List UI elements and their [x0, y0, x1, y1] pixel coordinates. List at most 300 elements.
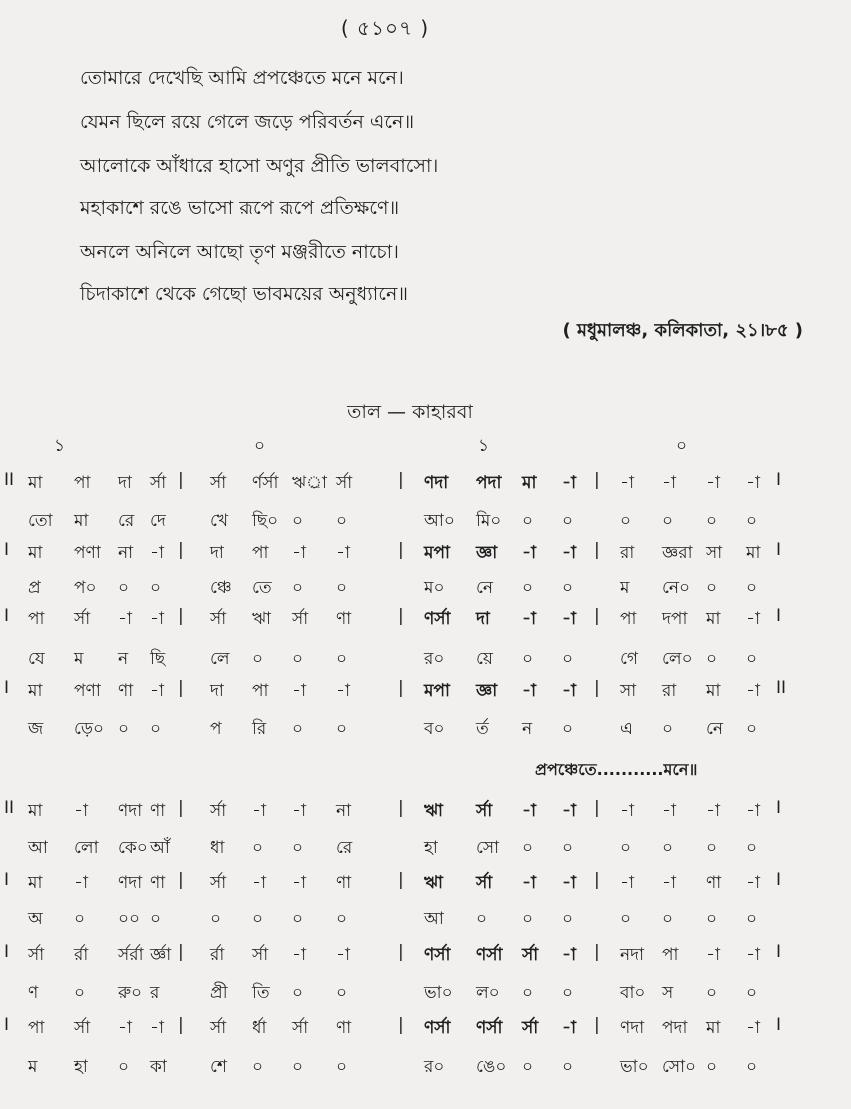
swar-cell: -া: [662, 473, 676, 493]
swar-cell: -া: [292, 945, 306, 965]
bar-line: |: [594, 678, 600, 698]
lyric-cell: মি০: [476, 511, 502, 531]
lyric-cell: ০: [150, 909, 162, 929]
lyric-cell: নে: [476, 578, 494, 598]
lyric-cell: র০: [424, 649, 445, 669]
swar-cell: -া: [746, 681, 760, 701]
swar-cell: -া: [522, 609, 536, 629]
swar-cell: র্সা: [336, 473, 353, 493]
bar-line: |: [594, 798, 600, 818]
lyric-cell: ০: [620, 511, 632, 531]
lyric-cell: ০: [522, 838, 534, 858]
lyric-cell: ০: [522, 1057, 534, 1077]
lyric-cell: ন: [522, 719, 533, 739]
swar-cell: মা: [28, 873, 43, 893]
lyric-cell: রু০: [118, 983, 143, 1003]
swar-cell: জ্ঞা: [476, 681, 498, 701]
swar-cell: রা: [662, 681, 677, 701]
swar-cell: -া: [746, 801, 760, 821]
lyric-row: [0, 575, 851, 605]
lyric-cell: তো: [28, 511, 53, 531]
beat-marker: ১: [54, 436, 66, 456]
swar-cell: পা: [620, 609, 637, 629]
swar-cell: ণা: [118, 681, 134, 701]
bar-line: II: [776, 678, 787, 698]
lyric-cell: ০: [746, 649, 758, 669]
swar-cell: -া: [150, 609, 164, 629]
swar-cell: জ্ঞা: [476, 543, 498, 563]
bar-line: I: [776, 540, 782, 560]
bar-line: |: [594, 1015, 600, 1035]
lyric-cell: ০: [252, 838, 264, 858]
lyric-cell: ণ: [28, 983, 39, 1003]
lyric-cell: সো: [476, 838, 500, 858]
swar-cell: না: [336, 801, 352, 821]
lyric-cell: হা: [74, 1057, 88, 1077]
lyric-cell: ড়ে০: [74, 719, 105, 739]
swar-cell: -া: [252, 873, 266, 893]
swar-cell: -া: [620, 473, 634, 493]
lyric-cell: ০: [252, 1057, 264, 1077]
swar-cell: পা: [252, 543, 269, 563]
lyric-cell: ০: [292, 983, 304, 1003]
swar-cell: র্সা: [292, 609, 309, 629]
lyric-cell: অ: [28, 909, 43, 929]
swar-cell: ণর্সা: [424, 609, 451, 629]
lyric-cell: ০: [706, 649, 718, 669]
swar-cell: -া: [336, 945, 350, 965]
swar-cell: দা: [210, 681, 224, 701]
swar-cell: র্রা: [74, 945, 89, 965]
lyric-cell: ০: [150, 719, 162, 739]
swar-cell: ণদা: [118, 801, 143, 821]
lyric-cell: ০: [706, 909, 718, 929]
lyric-cell: কা: [150, 1057, 167, 1077]
lyric-cell: যে: [28, 649, 45, 669]
verse-line: অনলে অনিলে আছো তৃণ মঞ্জরীতে নাচো।: [80, 241, 399, 263]
lyric-row: [0, 716, 851, 746]
beat-marker: ১: [478, 436, 490, 456]
lyric-cell: ছি০: [252, 511, 279, 531]
lyric-cell: ন: [118, 649, 129, 669]
swar-cell: দা: [476, 609, 490, 629]
lyric-cell: ০: [746, 838, 758, 858]
swar-cell: ঋর্া: [292, 473, 327, 493]
swar-cell: -া: [292, 681, 306, 701]
lyric-cell: রে: [118, 511, 135, 531]
swar-cell: র্সা: [522, 945, 539, 965]
lyric-cell: ০: [522, 649, 534, 669]
lyric-cell: ০: [476, 909, 488, 929]
lyric-cell: কে০: [118, 838, 148, 858]
swar-cell: র্সা: [74, 1018, 91, 1038]
bar-line: |: [398, 942, 404, 962]
lyric-cell: ০: [562, 511, 574, 531]
swar-cell: জ্ঞরা: [662, 543, 693, 563]
lyric-cell: ০: [292, 511, 304, 531]
lyric-cell: ০: [292, 649, 304, 669]
swar-cell: ঋা: [424, 873, 443, 893]
lyric-cell: দে: [150, 511, 166, 531]
swar-cell: পা: [252, 681, 269, 701]
lyric-cell: লো: [74, 838, 99, 858]
lyric-cell: লে: [210, 649, 230, 669]
swar-cell: র্সা: [210, 609, 227, 629]
lyric-cell: তি: [252, 983, 270, 1003]
swar-cell: র্সা: [74, 609, 91, 629]
swar-row: [0, 470, 851, 500]
swar-cell: -া: [336, 681, 350, 701]
lyric-cell: ০: [292, 578, 304, 598]
swar-cell: পা: [662, 945, 679, 965]
lyric-cell: রে: [336, 838, 353, 858]
lyric-cell: ০: [522, 909, 534, 929]
bar-line: |: [178, 470, 184, 490]
lyric-row: [0, 980, 851, 1010]
beat-marker: ০: [254, 436, 266, 456]
lyric-cell: ধা: [210, 838, 225, 858]
swar-cell: পণা: [74, 543, 101, 563]
bar-line: |: [178, 540, 184, 560]
beat-marker: ০: [676, 436, 688, 456]
swar-cell: -া: [706, 473, 720, 493]
swar-cell: মা: [28, 473, 43, 493]
swar-cell: র্সা: [252, 945, 269, 965]
swar-cell: নদা: [620, 945, 645, 965]
swar-cell: দা: [210, 543, 224, 563]
swar-cell: পা: [28, 609, 45, 629]
lyric-cell: প্রী: [210, 983, 228, 1003]
verse-line: আলোকে আঁধারে হাসো অণুর প্রীতি ভালবাসো।: [80, 155, 439, 177]
bar-line: |: [398, 798, 404, 818]
bar-line: I: [4, 606, 10, 626]
swar-cell: -া: [706, 945, 720, 965]
lyric-cell: ০: [336, 983, 348, 1003]
lyric-cell: ০: [522, 511, 534, 531]
lyric-cell: ০: [746, 511, 758, 531]
lyric-row: [0, 835, 851, 865]
lyric-cell: হা: [424, 838, 438, 858]
lyric-cell: গে: [620, 649, 639, 669]
swar-cell: র্সা: [150, 473, 167, 493]
lyric-cell: ০: [118, 719, 130, 739]
swar-row: [0, 678, 851, 708]
swar-cell: র্সর্রা: [118, 945, 144, 965]
swar-cell: ণা: [336, 609, 352, 629]
swar-cell: ণা: [706, 873, 722, 893]
bar-line: I: [776, 798, 782, 818]
swar-cell: পদা: [476, 473, 502, 493]
lyric-cell: আ: [28, 838, 48, 858]
bar-line: I: [4, 540, 10, 560]
lyric-cell: ০: [662, 909, 674, 929]
lyric-cell: ০: [336, 578, 348, 598]
lyric-cell: ০: [336, 719, 348, 739]
lyric-cell: ০: [522, 578, 534, 598]
swar-row: [0, 942, 851, 972]
bar-line: I: [776, 470, 782, 490]
lyric-cell: য়ে: [476, 649, 493, 669]
swar-cell: ণদা: [424, 473, 449, 493]
lyric-cell: ভা০: [620, 1057, 649, 1077]
lyric-cell: ০: [74, 983, 86, 1003]
swar-row: [0, 540, 851, 570]
lyric-cell: ল০: [476, 983, 500, 1003]
lyric-cell: আঁ: [150, 838, 170, 858]
lyric-cell: ০: [336, 649, 348, 669]
swar-cell: ঋা: [252, 609, 271, 629]
swar-cell: -া: [746, 945, 760, 965]
lyric-cell: আ: [424, 909, 444, 929]
lyric-cell: ০: [292, 719, 304, 739]
swar-cell: -া: [150, 1018, 164, 1038]
bar-line: |: [594, 942, 600, 962]
swar-cell: দপা: [662, 609, 688, 629]
swar-cell: -া: [620, 873, 634, 893]
lyric-cell: ০: [118, 1057, 130, 1077]
swar-cell: -া: [118, 609, 132, 629]
swar-cell: -া: [522, 543, 536, 563]
bar-line: |: [178, 798, 184, 818]
lyric-cell: ০০: [118, 909, 141, 929]
swar-cell: -া: [562, 609, 576, 629]
swar-cell: -া: [746, 1018, 760, 1038]
swar-cell: -া: [150, 681, 164, 701]
bar-line: I: [776, 870, 782, 890]
lyric-cell: ০: [292, 1057, 304, 1077]
lyric-cell: ম: [74, 649, 84, 669]
lyric-cell: ছি: [150, 649, 166, 669]
lyric-cell: ম: [620, 578, 630, 598]
swar-cell: পণা: [74, 681, 101, 701]
lyric-cell: ০: [706, 578, 718, 598]
swar-cell: ণদা: [620, 1018, 645, 1038]
swar-cell: ণা: [150, 801, 166, 821]
swar-cell: র্ণর্সা: [252, 473, 279, 493]
swar-cell: -া: [74, 873, 88, 893]
lyric-cell: ০: [252, 649, 264, 669]
swar-cell: মা: [28, 681, 43, 701]
lyric-cell: ০: [292, 838, 304, 858]
lyric-cell: ০: [620, 909, 632, 929]
lyric-cell: নে: [706, 719, 724, 739]
bar-line: |: [398, 606, 404, 626]
swar-cell: রা: [620, 543, 635, 563]
swar-cell: -া: [252, 801, 266, 821]
swar-cell: ণা: [150, 873, 166, 893]
bar-line: I: [776, 942, 782, 962]
verse-line: মহাকাশে রঙে ভাসো রূপে রূপে প্রতিক্ষণে॥: [80, 197, 400, 219]
lyric-cell: ০: [562, 1057, 574, 1077]
lyric-cell: রি: [252, 719, 267, 739]
bar-line: |: [398, 470, 404, 490]
lyric-cell: ০: [706, 1057, 718, 1077]
lyric-cell: ০: [336, 1057, 348, 1077]
lyric-cell: তে: [252, 578, 272, 598]
bar-line: |: [178, 678, 184, 698]
bar-line: I: [4, 678, 10, 698]
swar-cell: -া: [662, 873, 676, 893]
swar-cell: ণর্সা: [476, 945, 503, 965]
lyric-cell: ০: [336, 511, 348, 531]
swar-cell: -া: [292, 801, 306, 821]
swar-cell: মপা: [424, 543, 450, 563]
swar-cell: -া: [522, 873, 536, 893]
lyric-cell: শে: [210, 1057, 227, 1077]
lyric-cell: ০: [562, 909, 574, 929]
lyric-cell: প০: [74, 578, 97, 598]
lyric-cell: ০: [706, 511, 718, 531]
swar-cell: মা: [706, 609, 721, 629]
lyric-cell: ০: [522, 983, 534, 1003]
lyric-cell: ভা০: [424, 983, 453, 1003]
lyric-cell: মা: [74, 511, 89, 531]
lyric-cell: ০: [210, 909, 222, 929]
swar-cell: -া: [562, 801, 576, 821]
bar-line: |: [178, 870, 184, 890]
swar-cell: -া: [336, 543, 350, 563]
swar-cell: -া: [562, 681, 576, 701]
bar-line: |: [398, 870, 404, 890]
lyric-cell: ০: [662, 719, 674, 739]
lyric-cell: এ: [620, 719, 633, 739]
lyric-cell: ০: [746, 1057, 758, 1077]
swar-cell: ণর্সা: [424, 945, 451, 965]
bar-line: |: [594, 606, 600, 626]
bar-line: II: [4, 798, 15, 818]
lyric-cell: ০: [562, 983, 574, 1003]
lyric-cell: ০: [150, 578, 162, 598]
lyric-cell: নে০: [662, 578, 691, 598]
swar-cell: -া: [662, 801, 676, 821]
lyric-cell: ০: [118, 578, 130, 598]
swar-cell: -া: [292, 873, 306, 893]
lyric-cell: র০: [424, 1057, 445, 1077]
swar-cell: র্সা: [210, 801, 227, 821]
swar-cell: মা: [746, 543, 761, 563]
lyric-row: [0, 906, 851, 936]
bar-line: I: [776, 1015, 782, 1035]
lyric-cell: ০: [252, 909, 264, 929]
bar-line: |: [594, 870, 600, 890]
bar-line: |: [178, 942, 184, 962]
swar-cell: মা: [522, 473, 537, 493]
beat-markers: [0, 433, 851, 457]
swar-cell: র্সা: [210, 1018, 227, 1038]
bar-line: I: [4, 942, 10, 962]
swar-cell: ঋা: [424, 801, 443, 821]
swar-cell: -া: [562, 945, 576, 965]
swar-cell: ণা: [336, 873, 352, 893]
swar-cell: মপা: [424, 681, 450, 701]
swar-cell: -া: [118, 1018, 132, 1038]
lyric-cell: ঙে০: [476, 1057, 507, 1077]
swar-cell: ণর্সা: [424, 1018, 451, 1038]
swar-cell: র্সা: [476, 873, 493, 893]
lyric-cell: ব০: [424, 719, 445, 739]
lyric-cell: বা০: [620, 983, 646, 1003]
source-citation: ( মধুমালঞ্চ, কলিকাতা, ২১।৮৫ ): [562, 320, 803, 341]
swar-cell: মা: [28, 543, 43, 563]
swar-cell: -া: [706, 801, 720, 821]
swar-cell: র্সা: [210, 873, 227, 893]
lyric-cell: লে০: [662, 649, 693, 669]
swar-cell: র্সা: [292, 1018, 309, 1038]
swar-cell: মা: [706, 681, 721, 701]
lyric-cell: ০: [562, 838, 574, 858]
lyric-cell: ০: [706, 838, 718, 858]
bar-line: |: [594, 540, 600, 560]
swar-cell: পদা: [662, 1018, 688, 1038]
bar-line: II: [4, 470, 15, 490]
lyric-cell: ০: [746, 578, 758, 598]
swar-cell: না: [118, 543, 134, 563]
swar-cell: -া: [620, 801, 634, 821]
swar-row: [0, 870, 851, 900]
verse-line: যেমন ছিলে রয়ে গেলে জড়ে পরিবর্তন এনে॥: [80, 111, 415, 133]
lyric-cell: ০: [336, 909, 348, 929]
swar-cell: ণর্সা: [476, 1018, 503, 1038]
verse-line: তোমারে দেখেছি আমি প্রপঞ্চেতে মনে মনে।: [80, 67, 404, 89]
swar-cell: দা: [118, 473, 132, 493]
lyric-cell: প: [210, 719, 222, 739]
swar-cell: -া: [562, 873, 576, 893]
swar-cell: ণদা: [118, 873, 143, 893]
bar-line: |: [178, 1015, 184, 1035]
lyric-cell: ০: [746, 719, 758, 739]
lyric-cell: ০: [562, 649, 574, 669]
swar-cell: -া: [746, 609, 760, 629]
bar-line: I: [4, 870, 10, 890]
swar-cell: -া: [562, 473, 576, 493]
swar-cell: র্সা: [210, 473, 227, 493]
lyric-cell: ম০: [424, 578, 445, 598]
swar-cell: -া: [562, 543, 576, 563]
taal-heading: তাল — কাহারবা: [347, 401, 473, 423]
verse-line: চিদাকাশে থেকে গেছো ভাবময়ের অনুধ্যানে॥: [80, 283, 409, 305]
swar-row: [0, 606, 851, 636]
lyric-cell: ০: [620, 838, 632, 858]
swar-cell: -া: [292, 543, 306, 563]
bar-line: I: [4, 1015, 10, 1035]
lyric-cell: ০: [292, 909, 304, 929]
bar-line: |: [398, 540, 404, 560]
bar-line: |: [398, 678, 404, 698]
lyric-cell: ০: [662, 838, 674, 858]
page-number: ( ৫১০৭ ): [340, 16, 430, 40]
lyric-cell: খে: [210, 511, 229, 531]
swar-cell: র্সা: [522, 1018, 539, 1038]
lyric-cell: ০: [746, 909, 758, 929]
lyric-cell: স: [662, 983, 674, 1003]
swar-cell: র্ধা: [252, 1018, 267, 1038]
lyric-cell: আ০: [424, 511, 455, 531]
swar-cell: সা: [706, 543, 723, 563]
lyric-row: [0, 1054, 851, 1084]
lyric-row: [0, 646, 851, 676]
swar-cell: সা: [620, 681, 637, 701]
bar-line: |: [398, 1015, 404, 1035]
swar-cell: র্জ্ঞা: [150, 945, 172, 965]
swar-cell: -া: [522, 681, 536, 701]
swar-cell: -া: [74, 801, 88, 821]
lyric-cell: ০: [562, 578, 574, 598]
lyric-cell: ০: [706, 983, 718, 1003]
lyric-cell: সো০: [662, 1057, 697, 1077]
footnote: প্রপঞ্চেতে...........মনে॥: [535, 760, 698, 779]
lyric-row: [0, 508, 851, 538]
swar-cell: র্সা: [476, 801, 493, 821]
